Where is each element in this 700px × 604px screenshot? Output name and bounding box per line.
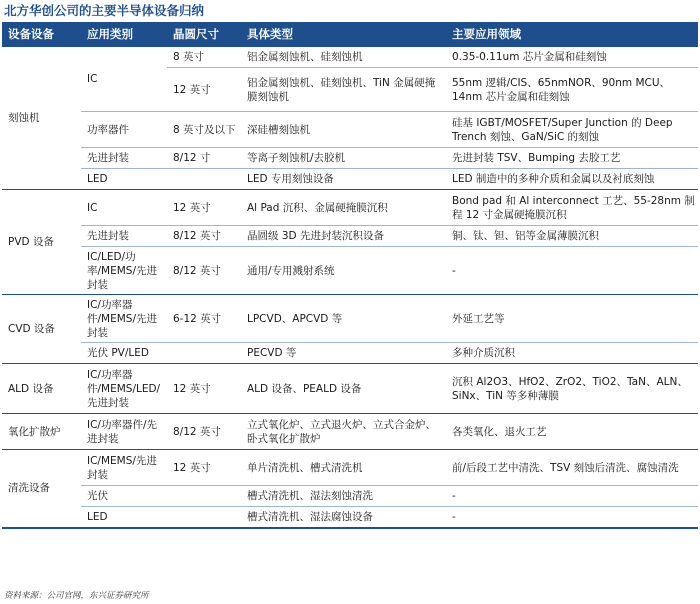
table-row [2,414,698,450]
equipment-cell: PVD 设备 [2,190,81,295]
category-cell: 功率器件 [81,112,167,148]
table-row [2,486,698,507]
header-category: 应用类别 [81,22,167,47]
application-cell: 多种介质沉积 [446,343,698,364]
table-row [2,190,698,226]
equipment-cell: 刻蚀机 [2,47,81,190]
type-cell: 铝金属刻蚀机、硅刻蚀机 [241,47,446,68]
type-cell: ALD 设备、PEALD 设备 [241,364,446,414]
category-cell: 光伏 [81,486,167,507]
application-cell: - [446,486,698,507]
application-cell: 沉积 Al2O3、HfO2、ZrO2、TiO2、TaN、ALN、SiNx、TiN 等多种薄膜 [446,364,698,414]
size-cell [167,169,241,190]
application-cell: 各类氧化、退火工艺 [446,414,698,450]
type-cell: 晶圆级 3D 先进封装沉积设备 [241,226,446,247]
size-cell: 8 英寸及以下 [167,112,241,148]
application-cell: LED 制造中的多种介质和金属以及衬底刻蚀 [446,169,698,190]
table-row [2,343,698,364]
application-cell: 0.35-0.11um 芯片金属和硅刻蚀 [446,47,698,68]
type-cell: LPCVD、APCVD 等 [241,295,446,343]
category-cell: IC [81,47,167,112]
application-cell: - [446,507,698,528]
table-row [2,169,698,190]
size-cell: 12 英寸 [167,364,241,414]
size-cell: 12 英寸 [167,68,241,112]
type-cell: PECVD 等 [241,343,446,364]
table-row [2,364,698,414]
category-cell: 先进封装 [81,148,167,169]
size-cell: 8/12 英寸 [167,226,241,247]
size-cell: 8/12 寸 [167,148,241,169]
size-cell: 6-12 英寸 [167,295,241,343]
category-cell: IC/功率器件/MEMS/LED/先进封装 [81,364,167,414]
category-cell: IC [81,190,167,226]
table-row [2,47,698,68]
equipment-cell: 清洗设备 [2,450,81,528]
type-cell: 通用/专用溅射系统 [241,247,446,295]
header-application: 主要应用领域 [446,22,698,47]
header-row [2,22,698,47]
table-row [2,507,698,528]
table-row [2,247,698,295]
type-cell: LED 专用刻蚀设备 [241,169,446,190]
category-cell: IC/功率器件/先进封装 [81,414,167,450]
equipment-cell: 氧化扩散炉 [2,414,81,450]
header-equipment: 设备设备 [2,22,81,47]
table-row [2,148,698,169]
type-cell: 槽式清洗机、湿法腐蚀设备 [241,507,446,528]
application-cell: Bond pad 和 Al interconnect 工艺、55-28nm 制程 12 寸金属硬掩膜沉积 [446,190,698,226]
header-type: 具体类型 [241,22,446,47]
type-cell: 等离子刻蚀机/去胶机 [241,148,446,169]
size-cell: 12 英寸 [167,450,241,486]
application-cell: 55nm 逻辑/CIS、65nmNOR、90nm MCU、14nm 芯片金属和硅刻蚀 [446,68,698,112]
category-cell: IC/功率器件/MEMS/先进封装 [81,295,167,343]
equipment-cell: CVD 设备 [2,295,81,364]
size-cell [167,343,241,364]
category-cell: 先进封装 [81,226,167,247]
table-row [2,450,698,486]
type-cell: 槽式清洗机、湿法刻蚀清洗 [241,486,446,507]
size-cell [167,486,241,507]
application-cell: 先进封装 TSV、Bumping 去胶工艺 [446,148,698,169]
category-cell: LED [81,169,167,190]
source-note: 资料来源：公司官网，东兴证券研究所 [4,591,149,601]
type-cell: 单片清洗机、槽式清洗机 [241,450,446,486]
application-cell: 硅基 IGBT/MOSFET/Super Junction 的 Deep Trench 刻蚀、GaN/SiC 的刻蚀 [446,112,698,148]
size-cell: 12 英寸 [167,190,241,226]
table-row [2,295,698,343]
table-title: 北方华创公司的主要半导体设备归纳 [4,3,205,18]
header-size: 晶圆尺寸 [167,22,241,47]
equipment-table [2,22,698,529]
category-cell: IC/MEMS/先进封装 [81,450,167,486]
application-cell: 前/后段工艺中清洗、TSV 刻蚀后清洗、腐蚀清洗 [446,450,698,486]
application-cell: 外延工艺等 [446,295,698,343]
size-cell: 8/12 英寸 [167,414,241,450]
table-row [2,112,698,148]
size-cell: 8 英寸 [167,47,241,68]
type-cell: 深硅槽刻蚀机 [241,112,446,148]
equipment-cell: ALD 设备 [2,364,81,414]
type-cell: Al Pad 沉积、金属硬掩膜沉积 [241,190,446,226]
application-cell: 铜、钛、钽、铝等金属薄膜沉积 [446,226,698,247]
application-cell: - [446,247,698,295]
category-cell: IC/LED/功率/MEMS/先进封装 [81,247,167,295]
size-cell: 8/12 英寸 [167,247,241,295]
size-cell [167,507,241,528]
type-cell: 立式氧化炉、立式退火炉、立式合金炉、卧式氧化扩散炉 [241,414,446,450]
category-cell: LED [81,507,167,528]
category-cell: 光伏 PV/LED [81,343,167,364]
type-cell: 铝金属刻蚀机、硅刻蚀机、TiN 金属硬掩膜刻蚀机 [241,68,446,112]
table-row [2,226,698,247]
